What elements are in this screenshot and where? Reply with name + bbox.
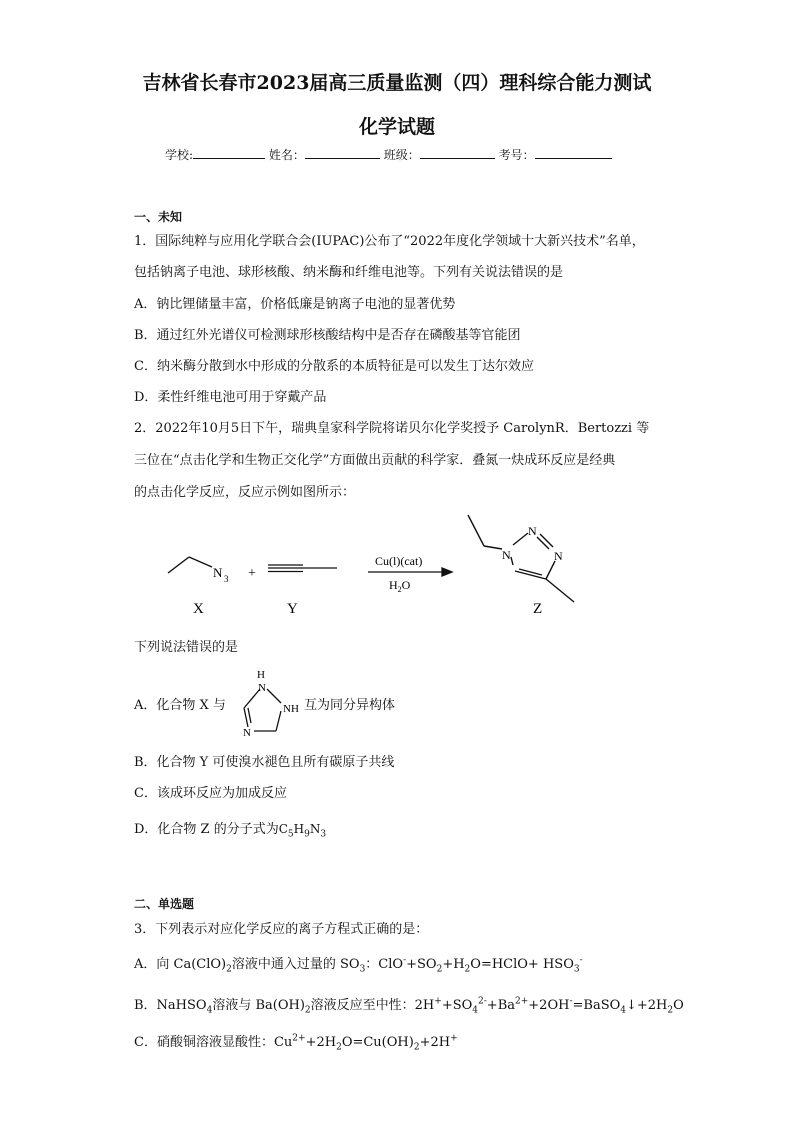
compound-x bbox=[168, 557, 212, 573]
x-azide-sub: 3 bbox=[224, 574, 229, 584]
q2-option-d-pre: D．化合物 Z 的分子式为 bbox=[134, 822, 279, 837]
triazoline-structure bbox=[234, 667, 304, 739]
arrow-condition-top: Cu(l)(cat) bbox=[375, 554, 423, 568]
q3-b-eq: $2H^++SO_4^{2-}+Ba^{2+}+2OH^-=BaSO_4↓+2H_2O$ bbox=[414, 996, 684, 1016]
q1-stem-line2: 包括钠离子电池、球形核酸、纳米酶和纤维电池等。下列有关说法错误的是 bbox=[134, 265, 564, 280]
q2-option-d bbox=[134, 821, 326, 838]
z-n2: N bbox=[528, 524, 537, 538]
q2-ask: 下列说法错误的是 bbox=[134, 640, 239, 655]
compound-y bbox=[268, 565, 337, 572]
q3-b-mid2: 溶液反应至中性： bbox=[310, 998, 415, 1013]
z-n1: N bbox=[502, 548, 511, 562]
q2-option-a-post: 互为同分异构体 bbox=[304, 698, 396, 713]
z-formula: $C_5H_9N_3$ bbox=[278, 822, 327, 840]
q1-option-a: A．钠比锂储量丰富，价格低廉是钠离子电池的显著优势 bbox=[134, 297, 456, 312]
q2-stem-line3: 的点击化学反应，反应示例如图所示： bbox=[134, 485, 356, 500]
q3-c-eq: $Cu^{2+}+2H_2O=Cu(OH)_2+2H^+$ bbox=[273, 1033, 458, 1053]
struct-h: H bbox=[257, 669, 265, 681]
struct-n-bottom: N bbox=[243, 727, 251, 739]
q3-b-pre: B．NaHSO bbox=[134, 998, 207, 1013]
z-n3: N bbox=[554, 549, 563, 563]
arrow-condition-bottom: $H_2O$ bbox=[389, 578, 411, 594]
class-blank[interactable] bbox=[420, 146, 495, 159]
q1-option-c: C．纳米酶分散到水中形成的分散系的本质特征是可以发生丁达尔效应 bbox=[134, 359, 534, 374]
q3-option-c bbox=[134, 1035, 458, 1051]
q1-stem-line1: 1．国际纯粹与应用化学联合会(IUPAC)公布了“2022年度化学领域十大新兴技术”名单， bbox=[134, 234, 645, 249]
page-subtitle: 化学试题 bbox=[358, 116, 435, 138]
q2-option-c: C．该成环反应为加成反应 bbox=[134, 786, 287, 801]
x-azide-n: N bbox=[213, 565, 223, 580]
reaction-arrow bbox=[368, 568, 452, 576]
label-y: Y bbox=[287, 601, 298, 617]
page-title: 吉林省长春市2023届高三质量监测（四）理科综合能力测试 bbox=[142, 72, 652, 94]
q3-c-pre: C．硝酸铜溶液显酸性： bbox=[134, 1035, 274, 1050]
q3-stem: 3．下列表示对应化学反应的离子方程式正确的是： bbox=[134, 922, 429, 937]
label-x: X bbox=[193, 601, 204, 617]
struct-nh: NH bbox=[283, 703, 299, 715]
q1-option-d: D．柔性纤维电池可用于穿戴产品 bbox=[134, 390, 327, 405]
plus-sign: + bbox=[248, 566, 256, 581]
label-z: Z bbox=[533, 601, 543, 617]
struct-n-top: N bbox=[258, 682, 266, 694]
q2-stem-line2: 三位在“点击化学和生物正交化学”方面做出贡献的科学家．叠氮一炔成环反应是经典 bbox=[134, 453, 616, 468]
name-blank[interactable] bbox=[305, 146, 380, 159]
q3-a-mid: 溶液中通入过量的 SO bbox=[231, 957, 360, 972]
exam-no-blank[interactable] bbox=[535, 146, 612, 159]
reaction-scheme bbox=[0, 505, 794, 635]
q2-stem-line1: 2．2022年10月5日下午，瑞典皇家科学院将诺贝尔化学奖授予 CarolynR．Bertozzi 等 bbox=[134, 421, 650, 436]
exam-no-label: 考号： bbox=[498, 148, 535, 162]
section-heading-2: 二、单选题 bbox=[134, 897, 195, 911]
school-blank[interactable] bbox=[193, 146, 265, 159]
name-label: 姓名： bbox=[268, 148, 305, 162]
q3-a-eq: ：$ClO^-+SO_2+H_2O=HClO+ HSO_3^-$ bbox=[365, 955, 583, 975]
school-label: 学校: bbox=[165, 148, 194, 162]
q2-option-a-pre: A．化合物 X 与 bbox=[134, 698, 226, 713]
section-heading-1: 一、未知 bbox=[134, 210, 183, 224]
q3-option-b: B．NaHSO$_4$溶液与 $Ba(OH)_2$溶液反应至中性：$2H^++SO_4^{2-}+Ba^{2+}+2OH^-=BaSO_4↓+2H_2O$ bbox=[134, 996, 684, 1016]
info-fields bbox=[165, 146, 612, 163]
q2-option-b: B．化合物 Y 可使溴水褪色且所有碳原子共线 bbox=[134, 755, 395, 770]
q3-a-pre: A．向 Ca(ClO) bbox=[134, 957, 227, 972]
q1-option-b: B．通过红外光谱仪可检测球形核酸结构中是否存在磷酸基等官能团 bbox=[134, 328, 521, 343]
q3-option-a: A．向 $Ca(ClO)_2$溶液中通入过量的 $SO_3$：$ClO^-+SO_2+H_2O=HClO+ HSO_3^-$ bbox=[134, 955, 583, 975]
class-label: 班级： bbox=[383, 148, 420, 162]
q3-b-mid1: 溶液与 Ba(OH) bbox=[212, 998, 305, 1013]
